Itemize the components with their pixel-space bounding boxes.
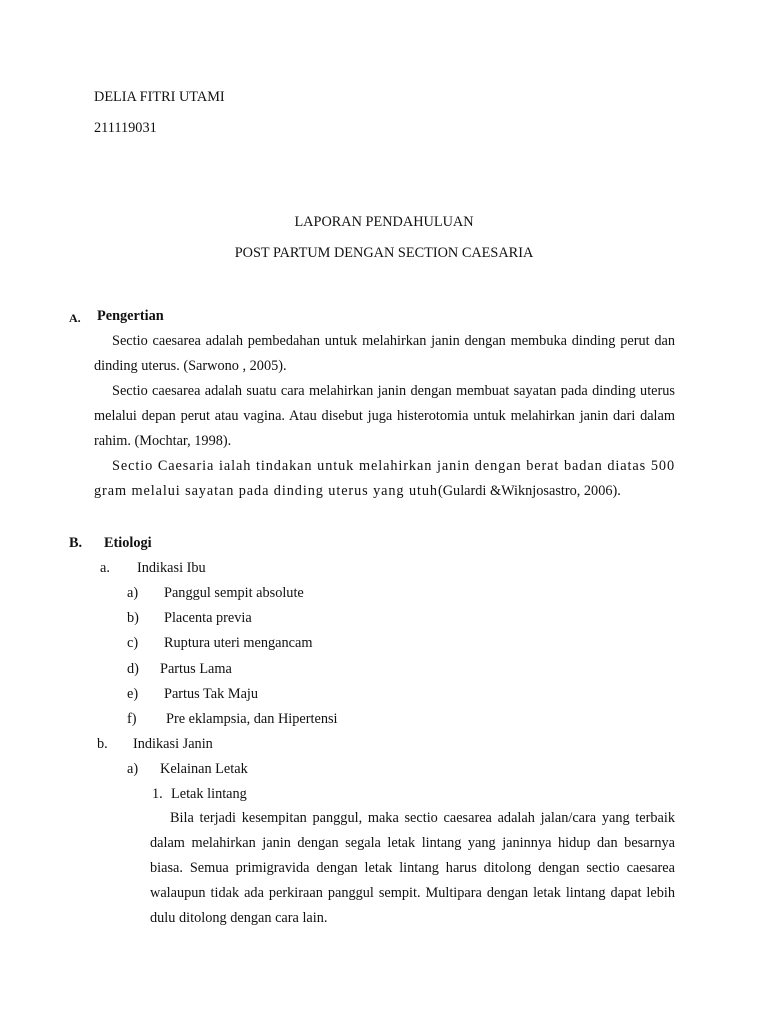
numbered-item-label: Letak lintang: [171, 786, 247, 802]
list-item-marker: b): [127, 610, 139, 626]
list-item-marker: c): [127, 635, 139, 651]
list-item-marker: a): [127, 585, 139, 601]
group-b-label: Indikasi Janin: [133, 736, 213, 752]
section-a-paragraph-3: [94, 454, 675, 504]
numbered-item-marker: 1.: [152, 786, 163, 802]
sub-item-label: Kelainan Letak: [160, 761, 248, 777]
section-b-heading: Etiologi: [104, 535, 152, 551]
list-item: Partus Lama: [160, 661, 232, 677]
section-a-paragraph-3-text: Sectio Caesaria ialah tindakan untuk melahirkan janin dengan berat badan diatas 500 gram melalui sayatan pada dinding uterus yang utuh: [94, 458, 675, 499]
section-a-paragraph-2: Sectio caesarea adalah suatu cara melahirkan janin dengan membuat sayatan pada dinding uterus melalui depan perut atau vagina. Atau disebut juga histerotomia untuk melahirkan janin dari dalam rahim. (Mochtar, 1998).: [94, 383, 675, 449]
letak-lintang-paragraph: Bila terjadi kesempitan panggul, maka sectio caesarea adalah jalan/cara yang terbaik dalam melahirkan janin dengan segala letak lintang yang janinnya hidup dan besarnya biasa. Semua primigravida dengan letak lintang harus ditolong dengan sectio caesarea walaupun tidak ada perkiraan panggul sempit. Multipara dengan letak lintang dapat lebih dulu ditolong dengan cara lain.: [150, 810, 675, 926]
student-id: 211119031: [94, 120, 157, 136]
list-item: Placenta previa: [164, 610, 252, 626]
list-item-marker: d): [127, 661, 139, 677]
section-a-marker: A.: [69, 311, 81, 325]
author-name: DELIA FITRI UTAMI: [94, 89, 225, 105]
list-item-marker: e): [127, 686, 139, 702]
list-item: Panggul sempit absolute: [164, 585, 304, 601]
section-a-paragraph-3-citation: (Gulardi &Wiknjosastro, 2006).: [437, 483, 621, 499]
group-a-marker: a.: [100, 560, 110, 576]
list-item: Partus Tak Maju: [164, 686, 259, 702]
document-title: LAPORAN PENDAHULUAN: [294, 214, 474, 230]
list-item-marker: f): [127, 711, 137, 727]
list-item: Pre eklampsia, dan Hipertensi: [166, 711, 338, 727]
section-b-marker: B.: [69, 535, 83, 551]
section-a-paragraph-1: Sectio caesarea adalah pembedahan untuk melahirkan janin dengan membuka dinding perut dan dinding uterus. (Sarwono , 2005).: [94, 333, 675, 374]
section-a-heading: Pengertian: [97, 308, 164, 324]
document-subtitle: POST PARTUM DENGAN SECTION CAESARIA: [234, 245, 534, 261]
list-item: Ruptura uteri mengancam: [164, 635, 313, 651]
group-b-marker: b.: [97, 736, 108, 752]
sub-item-marker: a): [127, 761, 139, 777]
group-a-label: Indikasi Ibu: [137, 560, 206, 576]
